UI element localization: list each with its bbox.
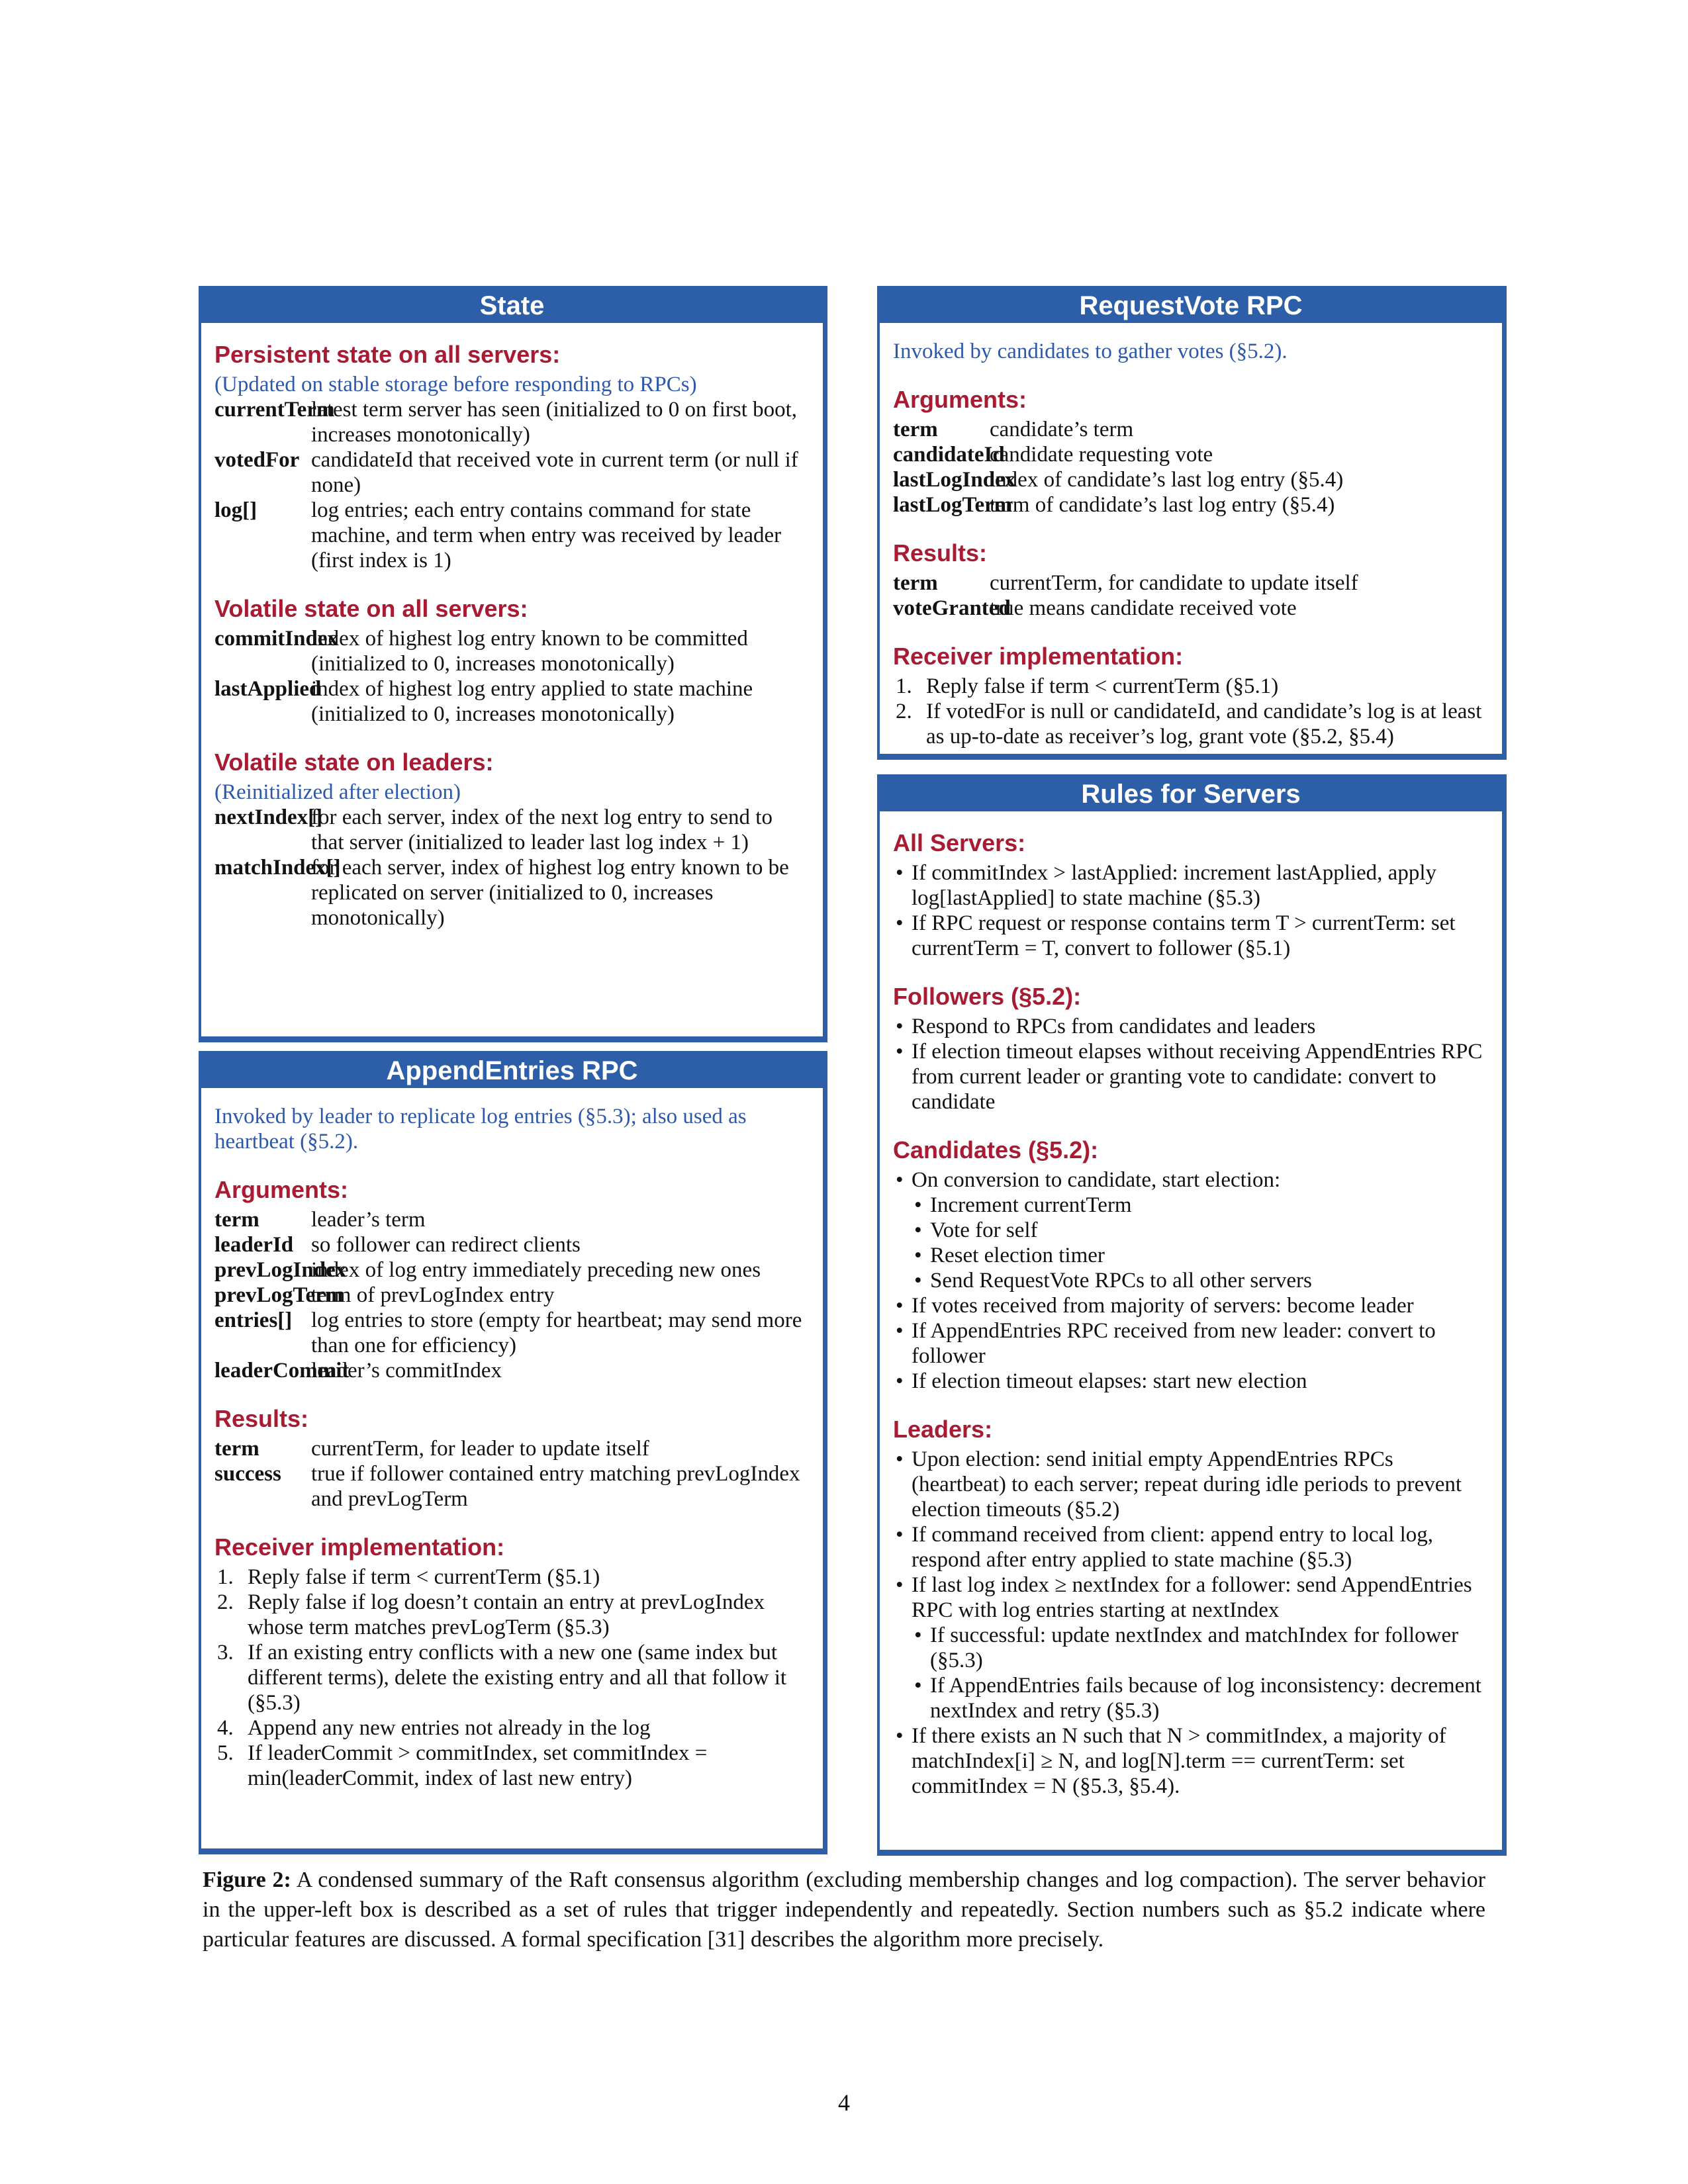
- section-heading: Volatile state on leaders:: [214, 749, 494, 776]
- param-desc: true if follower contained entry matching prevLogIndex and prevLogTerm: [311, 1462, 800, 1511]
- section-note: (Reinitialized after election): [214, 780, 461, 804]
- section-heading: Results:: [893, 539, 988, 567]
- bullet-item: • If last log index ≥ nextIndex for a follower: send AppendEntries RPC with log entries starting at nextIndex • If successful: update nextIndex and matchIndex for follower (§5.3) • If AppendEntries fails because of log inconsistency: decrement nextIndex and retry (§5.3): [893, 1572, 1486, 1723]
- figure-caption: [203, 1865, 1485, 1954]
- param-table: [214, 805, 807, 931]
- param-name: nextIndex[]: [214, 805, 323, 829]
- param-desc: candidate’s term: [990, 418, 1134, 441]
- param-desc: log entries to store (empty for heartbeat; may send more than one for efficiency): [311, 1308, 802, 1357]
- figure-caption-label: Figure 2:: [203, 1868, 291, 1892]
- param-name: votedFor: [214, 448, 300, 472]
- section-heading: Volatile state on all servers:: [214, 595, 528, 622]
- append-entries-rpc-box-body: [201, 1088, 823, 1804]
- bullet-item: • If commitIndex > lastApplied: increment lastApplied, apply log[lastApplied] to state machine (§5.3): [893, 860, 1486, 911]
- numbered-item: Append any new entries not already in the log: [248, 1716, 651, 1740]
- param-table: [893, 417, 1486, 518]
- param-name: lastLogTerm: [893, 493, 1013, 517]
- box-intro: Invoked by candidates to gather votes (§5.2).: [893, 340, 1288, 363]
- append-entries-rpc-box-title: AppendEntries RPC: [201, 1054, 823, 1088]
- section-heading: All Servers:: [893, 829, 1026, 856]
- param-name: term: [893, 571, 938, 595]
- bullet-item: • If election timeout elapses: start new election: [893, 1369, 1486, 1394]
- param-desc: candidate requesting vote: [990, 443, 1213, 467]
- param-desc: currentTerm, for leader to update itself: [311, 1437, 649, 1461]
- bullet-item: • On conversion to candidate, start election: • Increment currentTerm • Vote for self • Reset election timer • Send RequestVote RPCs to all other servers: [893, 1167, 1486, 1293]
- numbered-item: If leaderCommit > commitIndex, set commitIndex = min(leaderCommit, index of last new entry): [248, 1741, 708, 1790]
- bullet-item: • If election timeout elapses without receiving AppendEntries RPC from current leader or granting vote to candidate: convert to candidate: [893, 1039, 1486, 1115]
- section-heading: Arguments:: [893, 386, 1027, 413]
- sub-bullet-item: • If AppendEntries fails because of log inconsistency: decrement nextIndex and retry (§5.3): [912, 1673, 1486, 1723]
- param-desc: for each server, index of the next log entry to send to that server (initialized to leader last log index + 1): [311, 805, 773, 854]
- section-heading: Persistent state on all servers:: [214, 341, 561, 368]
- bullet-item: • If command received from client: append entry to local log, respond after entry applied to state machine (§5.3): [893, 1522, 1486, 1572]
- param-desc: term of candidate’s last log entry (§5.4): [990, 493, 1335, 517]
- section-heading: Leaders:: [893, 1416, 993, 1443]
- bullet-item: • If AppendEntries RPC received from new leader: convert to follower: [893, 1318, 1486, 1369]
- section-heading: Candidates (§5.2):: [893, 1136, 1099, 1163]
- param-table: [214, 626, 807, 727]
- param-desc: true means candidate received vote: [990, 596, 1297, 620]
- sub-bullet-item: • If successful: update nextIndex and matchIndex for follower (§5.3): [912, 1623, 1486, 1673]
- bullet-list: [893, 860, 1486, 961]
- numbered-item: Reply false if term < currentTerm (§5.1): [926, 674, 1279, 698]
- param-desc: currentTerm, for candidate to update itself: [990, 571, 1358, 595]
- param-name: voteGranted: [893, 596, 1011, 620]
- bullet-item: • If there exists an N such that N > commitIndex, a majority of matchIndex[i] ≥ N, and log[N].term == currentTerm: set commitIndex = N (§5.3, §5.4).: [893, 1723, 1486, 1799]
- param-name: entries[]: [214, 1308, 293, 1332]
- state-box-title: State: [201, 289, 823, 323]
- section-heading: Followers (§5.2):: [893, 983, 1082, 1010]
- param-desc: candidateId that received vote in current term (or null if none): [311, 448, 798, 497]
- state-box-body: [201, 323, 823, 944]
- sub-bullet-item: • Increment currentTerm: [912, 1193, 1486, 1218]
- numbered-item: Reply false if log doesn’t contain an entry at prevLogIndex whose term matches prevLogTerm (§5.3): [248, 1590, 765, 1639]
- param-name: term: [214, 1437, 259, 1461]
- rules-for-servers-box-title: Rules for Servers: [880, 777, 1502, 811]
- param-name: prevLogIndex: [214, 1258, 347, 1282]
- param-name: lastLogIndex: [893, 468, 1016, 492]
- request-vote-rpc-box-body: [880, 323, 1502, 762]
- bullet-item: • If RPC request or response contains term T > currentTerm: set currentTerm = T, convert to follower (§5.1): [893, 911, 1486, 961]
- param-desc: index of highest log entry known to be committed (initialized to 0, increases monotonically): [311, 627, 748, 676]
- param-name: log[]: [214, 498, 258, 522]
- param-name: term: [214, 1208, 259, 1232]
- param-desc: leader’s term: [311, 1208, 426, 1232]
- param-desc: log entries; each entry contains command for state machine, and term when entry was received by leader (first index is 1): [311, 498, 782, 572]
- section-heading: Arguments:: [214, 1176, 349, 1203]
- bullet-list: [893, 1167, 1486, 1394]
- bullet-item: • If votes received from majority of servers: become leader: [893, 1293, 1486, 1318]
- param-name: candidateId: [893, 443, 1005, 467]
- param-desc: index of highest log entry applied to state machine (initialized to 0, increases monotonically): [311, 677, 753, 726]
- param-desc: for each server, index of highest log entry known to be replicated on server (initialized to 0, increases monotonically): [311, 856, 789, 930]
- append-entries-rpc-box: [199, 1051, 827, 1854]
- box-intro: Invoked by leader to replicate log entries (§5.3); also used as heartbeat (§5.2).: [214, 1105, 747, 1154]
- param-table: [893, 570, 1486, 621]
- section-note: (Updated on stable storage before responding to RPCs): [214, 373, 697, 396]
- sub-bullet-item: • Vote for self: [912, 1218, 1486, 1243]
- figure-caption-text: A condensed summary of the Raft consensus algorithm (excluding membership changes and log compaction). The server behavior in the upper-left box is described as a set of rules that trigger independently and repeatedly. Section numbers such as §5.2 indicate where particular features are discussed. A formal specification [31] describes the algorithm more precisely.: [203, 1868, 1486, 1952]
- param-name: lastApplied: [214, 677, 322, 701]
- param-name: success: [214, 1462, 281, 1486]
- numbered-item: Reply false if term < currentTerm (§5.1): [248, 1565, 600, 1589]
- sub-bullet-item: • Send RequestVote RPCs to all other servers: [912, 1268, 1486, 1293]
- bullet-list: [893, 1447, 1486, 1799]
- param-name: matchIndex[]: [214, 856, 341, 880]
- rules-for-servers-box-body: [880, 811, 1502, 1812]
- numbered-item: If an existing entry conflicts with a new one (same index but different terms), delete the existing entry and all that follow it (§5.3): [248, 1641, 787, 1715]
- sub-bullet-list: [912, 1623, 1486, 1723]
- param-name: currentTerm: [214, 398, 335, 422]
- section-heading: Receiver implementation:: [214, 1533, 505, 1561]
- param-table: [214, 1207, 807, 1383]
- param-desc: term of prevLogIndex entry: [311, 1283, 555, 1307]
- page-number: 4: [838, 2089, 850, 2116]
- bullet-item: • Upon election: send initial empty AppendEntries RPCs (heartbeat) to each server; repeat during idle periods to prevent election timeouts (§5.2): [893, 1447, 1486, 1522]
- sub-bullet-item: • Reset election timer: [912, 1243, 1486, 1268]
- param-table: [214, 1436, 807, 1512]
- param-name: leaderId: [214, 1233, 294, 1257]
- param-name: term: [893, 418, 938, 441]
- sub-bullet-list: [912, 1193, 1486, 1293]
- section-heading: Results:: [214, 1405, 309, 1432]
- param-table: [214, 397, 807, 573]
- request-vote-rpc-box: [877, 286, 1507, 760]
- request-vote-rpc-box-title: RequestVote RPC: [880, 289, 1502, 323]
- numbered-list: [893, 674, 1486, 749]
- param-desc: index of candidate’s last log entry (§5.4): [990, 468, 1344, 492]
- param-desc: leader’s commitIndex: [311, 1359, 502, 1383]
- param-desc: latest term server has seen (initialized to 0 on first boot, increases monotonically): [311, 398, 798, 447]
- state-box: [199, 286, 827, 1042]
- numbered-item: If votedFor is null or candidateId, and candidate’s log is at least as up-to-date as receiver’s log, grant vote (§5.2, §5.4): [926, 700, 1482, 749]
- param-name: prevLogTerm: [214, 1283, 344, 1307]
- rules-for-servers-box: [877, 774, 1507, 1856]
- param-name: leaderCommit: [214, 1359, 350, 1383]
- section-heading: Receiver implementation:: [893, 643, 1184, 670]
- param-desc: index of log entry immediately preceding new ones: [311, 1258, 761, 1282]
- param-desc: so follower can redirect clients: [311, 1233, 581, 1257]
- bullet-item: • Respond to RPCs from candidates and leaders: [893, 1014, 1486, 1039]
- bullet-list: [893, 1014, 1486, 1115]
- param-name: commitIndex: [214, 627, 338, 651]
- numbered-list: [214, 1565, 807, 1791]
